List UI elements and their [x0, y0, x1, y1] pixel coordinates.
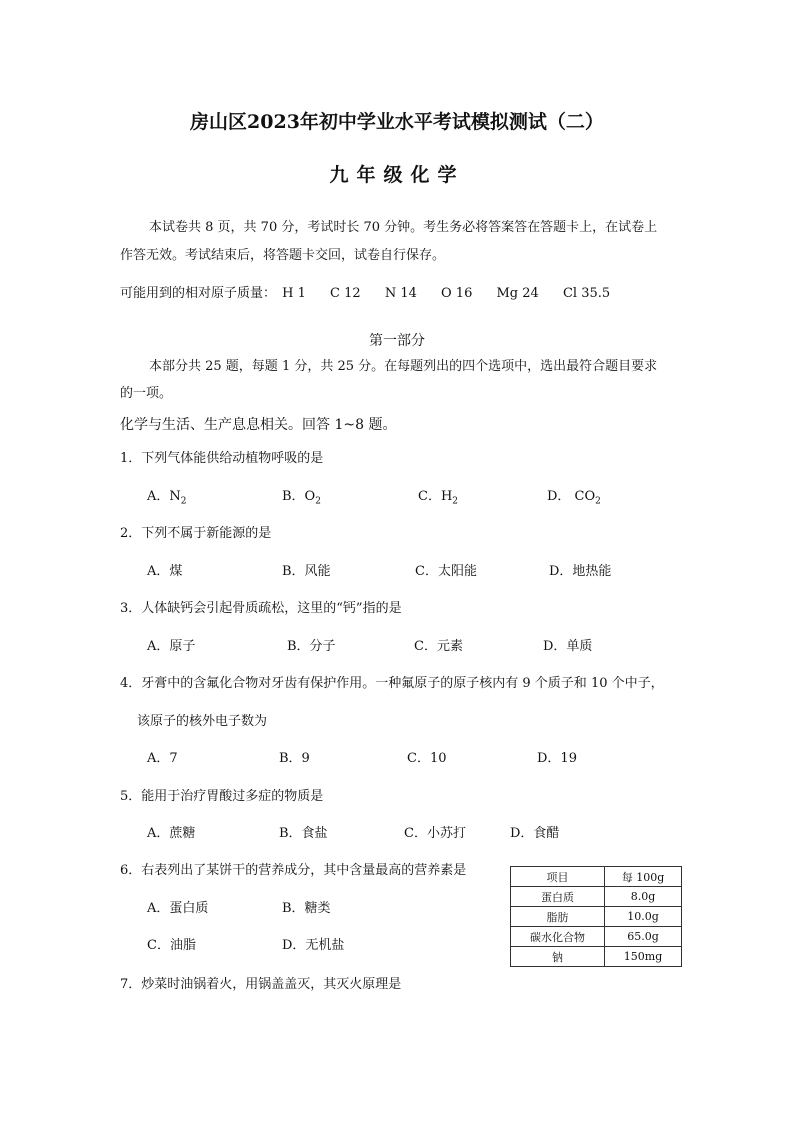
question-4-option-b: B．9	[279, 751, 310, 766]
question-3-option-b: B．分子	[287, 639, 336, 654]
question-1-option-d: D． $CO_2$	[547, 489, 601, 507]
atomic-mass-cl: Cl 35.5	[562, 286, 611, 301]
table-row	[511, 907, 682, 927]
atomic-masses-label: 可能用到的相对原子质量：	[120, 286, 277, 301]
atomic-mass-mg: Mg 24	[496, 286, 539, 301]
atomic-mass-c: C 12	[330, 286, 361, 301]
table-cell: 脂肪	[511, 907, 605, 927]
table-cell: 碳水化合物	[511, 927, 605, 947]
table-cell: 8.0g	[605, 887, 682, 907]
question-5-option-c: C．小苏打	[404, 826, 466, 841]
question-4-option-a: A．7	[147, 751, 178, 766]
table-cell: 10.0g	[605, 907, 682, 927]
section-title: 第一部分	[369, 333, 425, 349]
table-row	[511, 947, 682, 967]
question-2-stem: 2．下列不属于新能源的是	[120, 526, 272, 541]
question-1-option-a: A．$N_2$	[147, 489, 187, 507]
question-4-stem-line-2: 该原子的核外电子数为	[137, 714, 268, 729]
nutrition-table	[510, 866, 682, 967]
instructions-line-1: 本试卷共 8 页，共 70 分，考试时长 70 分钟。考生务必将答案答在答题卡上，在试卷上	[149, 220, 658, 235]
question-4-stem: 4．牙膏中的含氟化合物对牙齿有保护作用。一种氟原子的原子核内有 9 个质子和 10 个中子，	[120, 676, 664, 691]
question-6-option-c: C．油脂	[147, 938, 196, 953]
question-6-option-b: B．糖类	[282, 901, 331, 916]
instructions-line-2: 作答无效。考试结束后，将答题卡交回，试卷自行保存。	[120, 248, 446, 263]
question-2-option-b: B．风能	[282, 564, 331, 579]
table-cell: 150mg	[605, 947, 682, 967]
question-6-option-d: D．无机盐	[282, 938, 345, 953]
table-row	[511, 927, 682, 947]
question-2-option-a: A．煤	[147, 564, 183, 579]
table-header-row	[511, 867, 682, 887]
question-3-stem: 3．人体缺钙会引起骨质疏松，这里的“钙”指的是	[120, 601, 402, 616]
question-5-option-a: A．蔗糖	[147, 826, 196, 841]
question-6-option-a: A．蛋白质	[147, 901, 209, 916]
question-1-stem: 1．下列气体能供给动植物呼吸的是	[120, 451, 324, 466]
table-cell: 钠	[511, 947, 605, 967]
question-4-option-d: D．19	[537, 751, 577, 766]
question-2-option-c: C．太阳能	[415, 564, 477, 579]
table-header: 每 100g	[605, 867, 682, 887]
table-header: 项目	[511, 867, 605, 887]
question-5-option-d: D．食醋	[510, 826, 560, 841]
atomic-mass-o: O 16	[441, 286, 473, 301]
question-5-option-b: B．食盐	[279, 826, 328, 841]
group-heading: 化学与生活、生产息息相关。回答 1~8 题。	[120, 417, 397, 433]
table-cell: 65.0g	[605, 927, 682, 947]
question-7-stem: 7．炒菜时油锅着火，用锅盖盖灭，其灭火原理是	[120, 977, 402, 992]
section-intro-line-2: 的一项。	[120, 386, 173, 401]
question-1-option-b: B．$O_2$	[282, 489, 321, 507]
table-cell: 蛋白质	[511, 887, 605, 907]
page-subtitle: 九年级化学	[329, 164, 465, 186]
page-title: 房山区2023年初中学业水平考试模拟测试（二）	[190, 111, 604, 133]
section-intro-line-1: 本部分共 25 题，每题 1 分，共 25 分。在每题列出的四个选项中，选出最符合题目要求	[149, 359, 658, 374]
question-1-option-c: C．$H_2$	[418, 489, 459, 507]
table-row	[511, 887, 682, 907]
question-5-stem: 5．能用于治疗胃酸过多症的物质是	[120, 789, 324, 804]
atomic-mass-n: N 14	[384, 286, 417, 301]
atomic-mass-h: H 1	[282, 286, 306, 301]
question-3-option-a: A．原子	[147, 639, 196, 654]
atomic-masses	[120, 281, 610, 306]
question-6-stem: 6．右表列出了某饼干的营养成分，其中含量最高的营养素是	[120, 863, 467, 878]
question-3-option-d: D．单质	[543, 639, 593, 654]
question-4-option-c: C．10	[407, 751, 447, 766]
question-3-option-c: C．元素	[414, 639, 463, 654]
question-2-option-d: D．地热能	[549, 564, 612, 579]
